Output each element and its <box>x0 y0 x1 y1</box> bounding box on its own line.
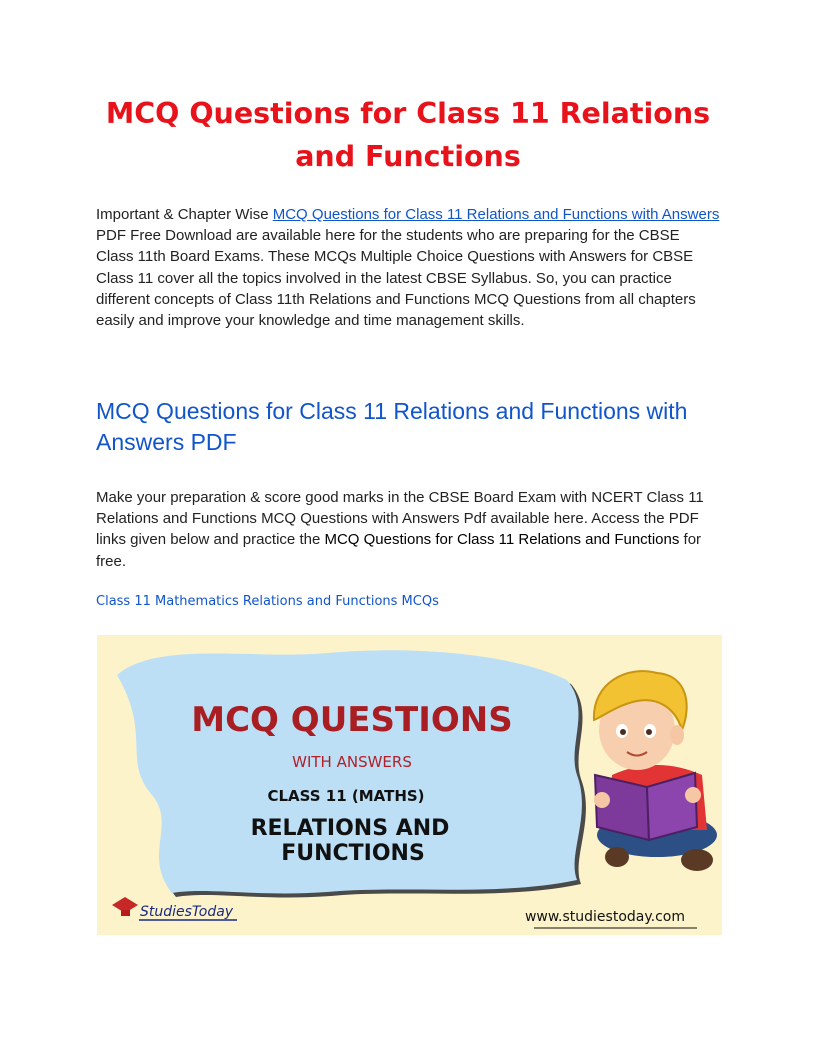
banner-image <box>97 635 722 935</box>
intro-paragraph <box>96 204 720 331</box>
banner-heading: MCQ QUESTIONS <box>191 700 513 740</box>
banner-website: www.studiestoday.com <box>524 909 686 925</box>
page-title: MCQ Questions for Class 11 Relations and Functions <box>105 97 711 173</box>
mcq-link[interactable]: Class 11 Mathematics Relations and Functions MCQs <box>96 594 439 609</box>
banner-sub: WITH ANSWERS <box>292 753 412 771</box>
logo-text: StudiesToday <box>140 904 234 920</box>
prep-prefix: Make your preparation & score good marks in the CBSE Board Exam with NCERT Class 11 Relations and Functions MCQ Questions with Answers Pdf available here. Access the PDF links given below and practice the <box>96 489 704 549</box>
intro-link[interactable]: MCQ Questions for Class 11 Relations and Functions with Answers <box>272 206 720 223</box>
banner-topic-2: FUNCTIONS <box>281 841 425 866</box>
intro-prefix: Important & Chapter Wise <box>96 206 273 223</box>
intro-suffix: PDF Free Download are available here for the students who are preparing for the CBSE Class 11th Board Exams. These MCQs Multiple Choice Questions with Answers for CBSE Class 11 cover all the topics involved in the latest CBSE Syllabus. So, you can practice different concepts of Class 11th Relations and Functions MCQ Questions from all chapters easily and improve your knowledge and time management skills. <box>96 227 696 330</box>
prep-suffix: for free. <box>96 531 702 570</box>
prep-paragraph <box>96 487 720 572</box>
section-heading: MCQ Questions for Class 11 Relations and Functions with Answers PDF <box>96 398 688 455</box>
banner-topic-1: RELATIONS AND <box>250 816 450 841</box>
banner-class: CLASS 11 (MATHS) <box>267 787 425 805</box>
prep-link[interactable]: MCQ Questions for Class 11 Relations and Functions <box>324 531 680 549</box>
